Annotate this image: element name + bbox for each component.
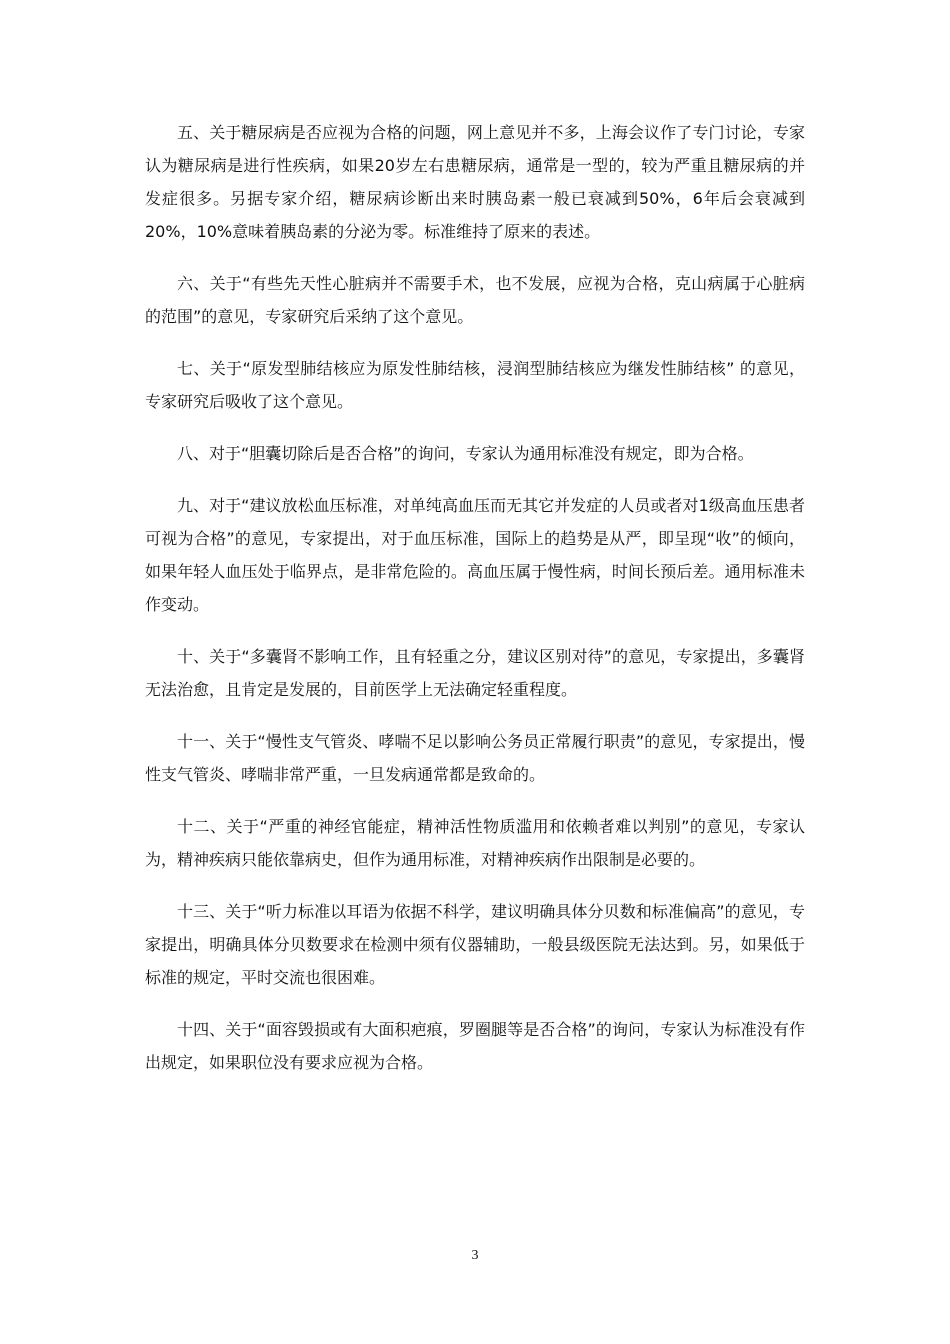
paragraph-5: 五、关于糖尿病是否应视为合格的问题，网上意见并不多，上海会议作了专门讨论，专家认为糖尿病是进行性疾病，如果20岁左右患糖尿病，通常是一型的，较为严重且糖尿病的并发症很多。另据专家介绍，糖尿病诊断出来时胰岛素一般已衰减到50%，6年后会衰减到20%，10%意味着胰岛素的分泌为零。标准维持了原来的表述。 [145,123,805,241]
paragraph-8: 八、对于“胆囊切除后是否合格”的询问，专家认为通用标准没有规定，即为合格。 [177,444,754,463]
paragraph-9: 九、对于“建议放松血压标准，对单纯高血压而无其它并发症的人员或者对1级高血压患者可视为合格”的意见，专家提出，对于血压标准，国际上的趋势是从严，即呈现“收”的倾向，如果年轻人血压处于临界点，是非常危险的。高血压属于慢性病，时间长预后差。通用标准未作变动。 [145,496,805,614]
paragraph-10: 十、关于“多囊肾不影响工作，且有轻重之分，建议区别对待”的意见，专家提出，多囊肾无法治愈，且肯定是发展的，目前医学上无法确定轻重程度。 [145,647,805,699]
paragraph-6: 六、关于“有些先天性心脏病并不需要手术，也不发展，应视为合格，克山病属于心脏病的范围”的意见，专家研究后采纳了这个意见。 [145,274,805,326]
paragraph-13: 十三、关于“听力标准以耳语为依据不科学，建议明确具体分贝数和标准偏高”的意见，专家提出，明确具体分贝数要求在检测中须有仪器辅助，一般县级医院无法达到。另，如果低于标准的规定，平时交流也很困难。 [145,902,805,987]
document-body [145,116,805,1098]
page-number: 3 [471,1248,479,1263]
paragraph-12: 十二、关于“严重的神经官能症，精神活性物质滥用和依赖者难以判别”的意见，专家认为，精神疾病只能依靠病史，但作为通用标准，对精神疾病作出限制是必要的。 [145,817,805,869]
paragraph-14: 十四、关于“面容毁损或有大面积疤痕，罗圈腿等是否合格”的询问，专家认为标准没有作出规定，如果职位没有要求应视为合格。 [145,1020,805,1072]
paragraph-11: 十一、关于“慢性支气管炎、哮喘不足以影响公务员正常履行职责”的意见，专家提出，慢性支气管炎、哮喘非常严重，一旦发病通常都是致命的。 [145,732,805,784]
paragraph-7: 七、关于“原发型肺结核应为原发性肺结核，浸润型肺结核应为继发性肺结核” 的意见，专家研究后吸收了这个意见。 [145,359,805,411]
